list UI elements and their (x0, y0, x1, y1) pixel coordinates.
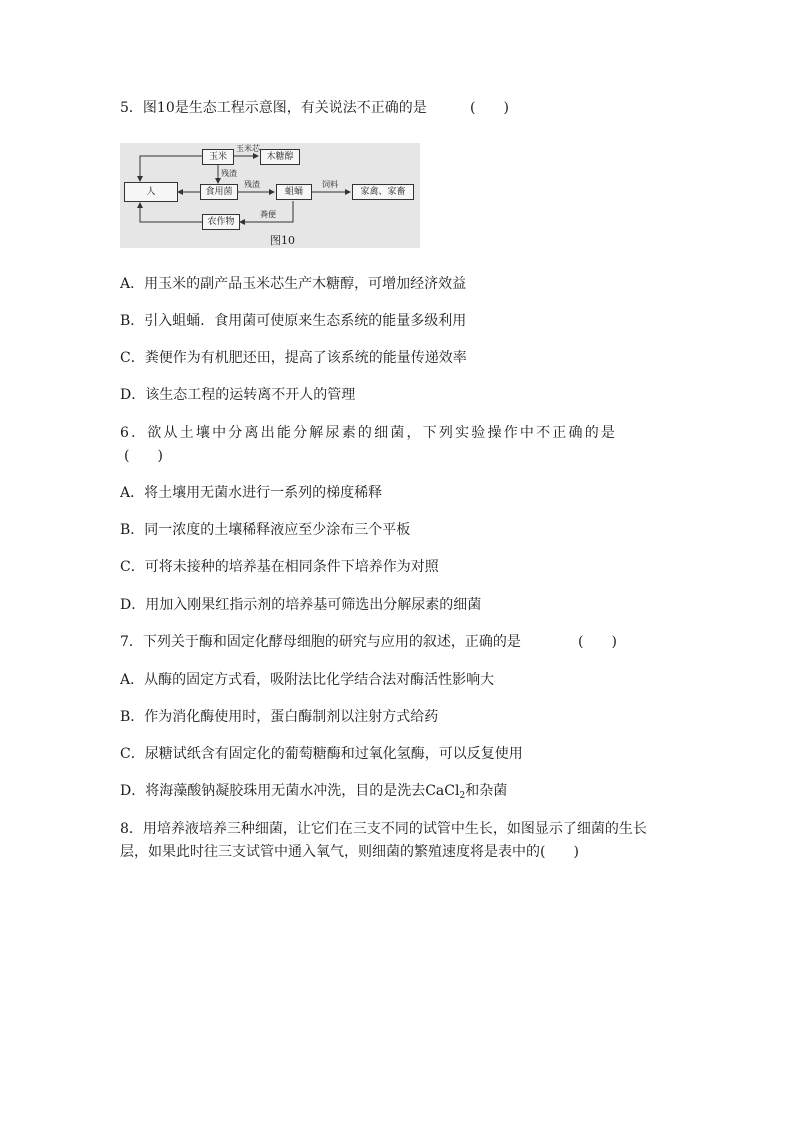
q5-option-d: D．该生态工程的运转离不开人的管理 (120, 387, 356, 403)
q7-option-d-prefix: D．将海藻酸钠凝胶珠用无菌水冲洗，目的是洗去CaCl (120, 783, 460, 799)
q6-option-c: C．可将未接种的培养基在相同条件下培养作为对照 (120, 559, 439, 575)
q7-option-d-suffix: 和杂菌 (465, 783, 508, 799)
q6-answer-paren: ( ) (124, 448, 163, 464)
q7-option-b: B．作为消化酶使用时，蛋白酶制剂以注射方式给药 (120, 709, 439, 725)
label-siliao: 饲料 (322, 180, 338, 189)
q6-option-b: B．同一浓度的土壤稀释液应至少涂布三个平板 (120, 522, 411, 538)
figure-caption: 图10 (270, 234, 295, 247)
label-canzha-2: 残渣 (244, 180, 260, 189)
q7-option-d-subscript: 2 (459, 791, 466, 801)
q7-option-c: C．尿糖试纸含有固定化的葡萄糖酶和过氧化氢酶，可以反复使用 (120, 746, 523, 762)
label-yumixin: 玉米芯 (236, 144, 260, 153)
q5-answer-paren: ( ) (470, 100, 509, 116)
q5-option-a: A．用玉米的副产品玉米芯生产木糖醇，可增加经济效益 (120, 276, 467, 292)
box-nongzuowu: 农作物 (202, 214, 240, 230)
label-canzha-1: 残渣 (221, 169, 237, 178)
q7-option-d (120, 781, 507, 806)
q8-line-1: 8．用培养液培养三种细菌，让它们在三支不同的试管中生长，如图显示了细菌的生长 (120, 821, 647, 837)
q5-ecological-diagram (120, 143, 420, 248)
box-qiyong: 蛆蛹 (276, 184, 312, 200)
q5-option-c: C．粪便作为有机肥还田，提高了该系统的能量传递效率 (120, 350, 467, 366)
q6-option-a: A．将土壤用无菌水进行一系列的梯度稀释 (120, 485, 383, 501)
box-yumi: 玉米 (202, 149, 234, 165)
box-shiyongjun: 食用菌 (200, 184, 238, 200)
q8-line-2: 层，如果此时往三支试管中通入氧气，则细菌的繁殖速度将是表中的( ) (120, 844, 579, 860)
q5-stem: 5．图10是生态工程示意图，有关说法不正确的是 (120, 100, 427, 116)
q7-stem: 7．下列关于酶和固定化酵母细胞的研究与应用的叙述，正确的是 (120, 634, 521, 650)
q7-option-a: A．从酶的固定方式看，吸附法比化学结合法对酶活性影响大 (120, 672, 495, 688)
q6-option-d: D．用加入刚果红指示剂的培养基可筛选出分解尿素的细菌 (120, 597, 482, 613)
q6-stem: 6．欲从土壤中分离出能分解尿素的细菌，下列实验操作中不正确的是 (120, 425, 618, 441)
label-fenbian: 粪便 (260, 210, 276, 219)
box-jiaqin: 家禽、家畜 (352, 184, 414, 200)
box-ren: 人 (124, 182, 178, 202)
q7-answer-paren: ( ) (578, 634, 617, 650)
box-muchun: 木糖醇 (260, 149, 300, 165)
q5-option-b: B．引入蛆蛹．食用菌可使原来生态系统的能量多级利用 (120, 313, 467, 329)
